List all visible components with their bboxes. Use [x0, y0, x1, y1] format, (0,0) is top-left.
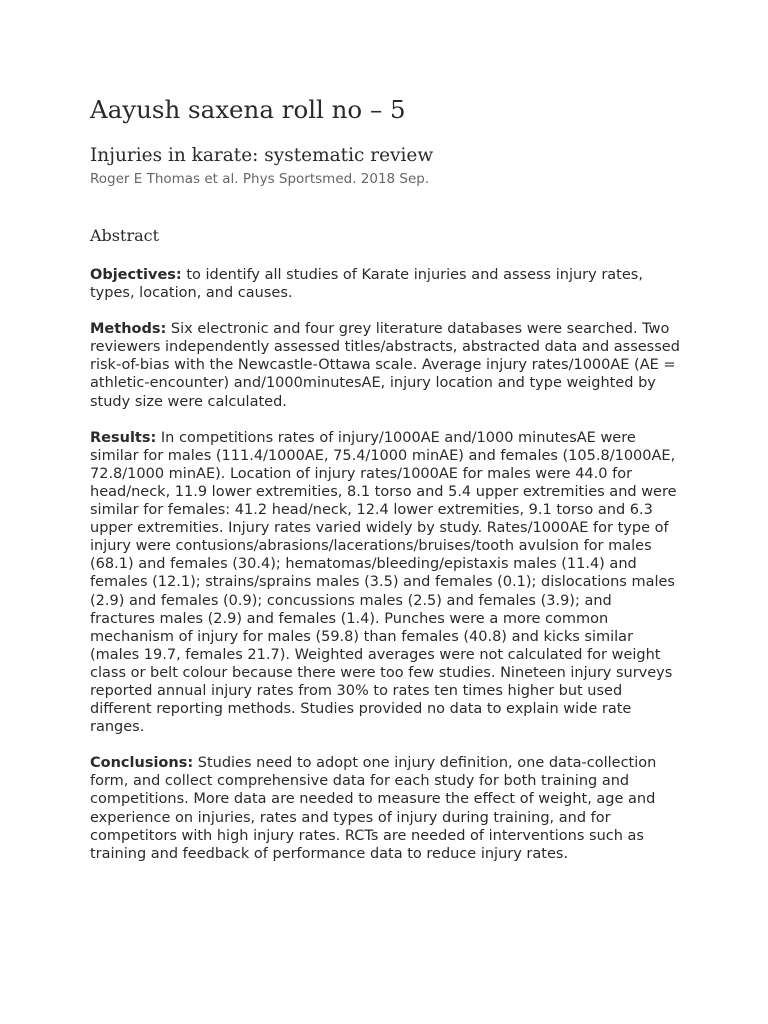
paper-title: Injuries in karate: systematic review — [90, 145, 434, 166]
results-paragraph — [90, 429, 680, 737]
methods-label: Methods: — [90, 321, 167, 338]
objectives-label: Objectives: — [90, 267, 182, 283]
methods-paragraph — [90, 320, 680, 410]
abstract-heading: Abstract — [90, 226, 160, 245]
conclusions-text: Studies need to adopt one injury definition, one data-collection form, and collect comprehensive data for each study for both training and competitions. More data are needed to measure the effect of weight, age and experience on injuries, rates and types of injury during training, and for competitors with high injury rates. RCTs are needed of interventions such as training and feedback of performance data to reduce injury rates. — [90, 755, 657, 862]
methods-text: Six electronic and four grey literature databases were searched. Two reviewers independently assessed titles/abstracts, abstracted data and assessed risk-of-bias with the Newcastle-Ottawa scale. Average injury rates/1000AE (AE = athletic-encounter) and/1000minutesAE, injury location and type weighted by study size were calculated. — [90, 321, 680, 410]
conclusions-label: Conclusions: — [90, 755, 194, 772]
citation: Roger E Thomas et al. Phys Sportsmed. 2018 Sep. — [90, 171, 430, 187]
objectives-text: to identify all studies of Karate injuries and assess injury rates, types, location, and causes. — [90, 267, 643, 302]
results-label: Results: — [90, 429, 157, 446]
objectives-paragraph — [90, 266, 680, 302]
results-text: In competitions rates of injury/1000AE and/1000 minutesAE were similar for males (111.4/1000AE, 75.4/1000 minAE) and females (105.8/1000AE, 72.8/1000 minAE). Location of injury rates/1000AE for males were 44.0 for head/neck, 11.9 lower extremities, 8.1 torso and 5.4 upper extremities and were similar for females: 41.2 head/neck, 12.4 lower extremities, 9.1 torso and 6.3 upper extremities. Injury rates varied widely by study. Rates/1000AE for type of injury were contusions/abrasions/lacerations/bruises/tooth avulsion for males (68.1) and females (30.4); hematomas/bleeding/epistaxis males (11.4) and females (12.1); strains/sprains males (3.5) and females (0.1); dislocations males (2.9) and females (0.9); concussions males (2.5) and females (3.9); and fractures males (2.9) and females (1.4). Punches were a more common mechanism of injury for males (59.8) than females (40.8) and kicks similar (males 19.7, females 21.7). Weighted averages were not calculated for weight class or belt colour because there were too few studies. Nineteen injury surveys reported annual injury rates from 30% to rates ten times higher but used different reporting methods. Studies provided no data to explain wide rate ranges. — [90, 429, 677, 736]
conclusions-paragraph — [90, 754, 680, 863]
document-title: Aayush saxena roll no – 5 — [90, 95, 406, 124]
document-page — [90, 92, 680, 863]
